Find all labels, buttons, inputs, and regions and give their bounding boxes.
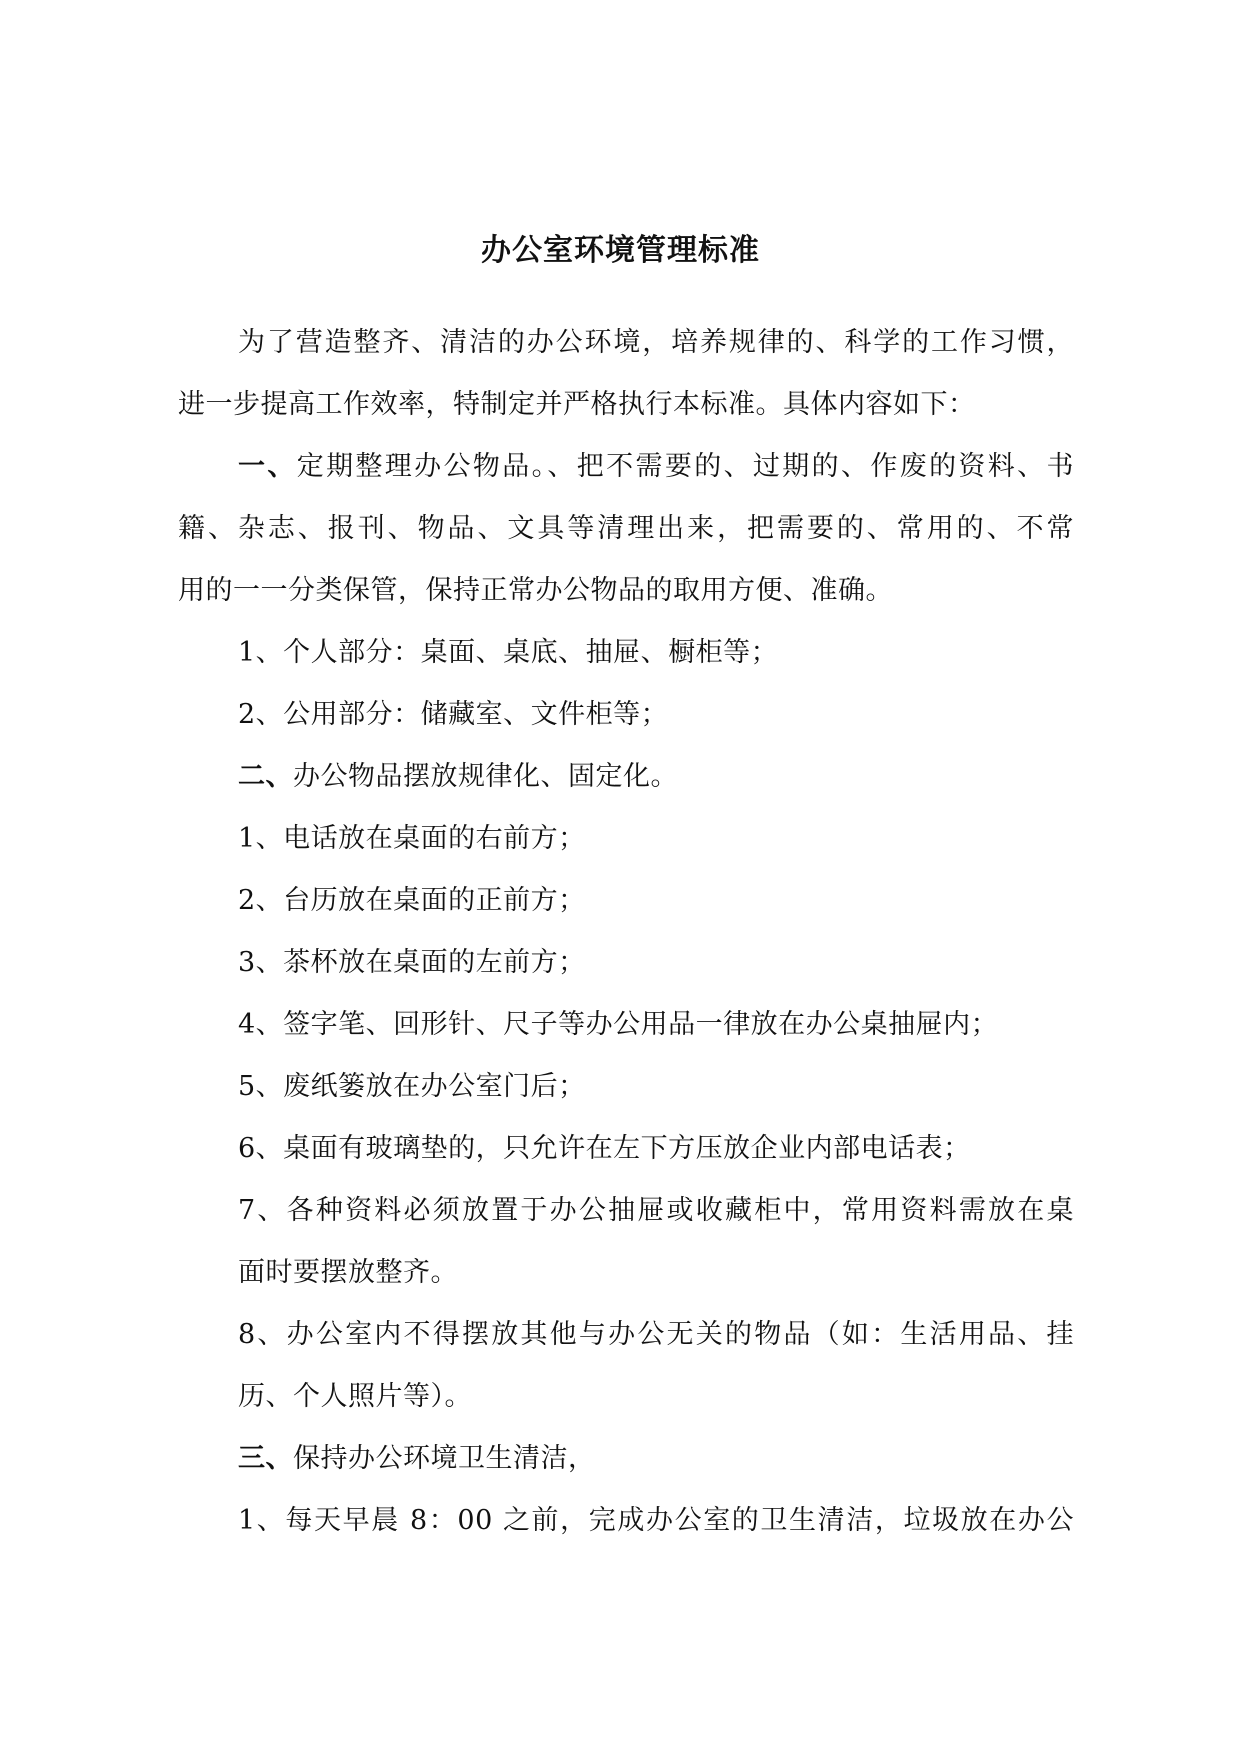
section-2-item-5: 5、废纸篓放在办公室门后； [238, 1071, 586, 1102]
section-2-item-1: 1、电话放在桌面的右前方； [238, 823, 586, 854]
section-2-text: 办公物品摆放规律化、固定化。 [293, 761, 678, 792]
intro-line-2: 进一步提高工作效率，特制定并严格执行本标准。具体内容如下： [178, 389, 976, 420]
section-2-item-7-line-1: 7、各种资料必须放置于办公抽屉或收藏柜中，常用资料需放在桌 [238, 1195, 1074, 1226]
section-2-item-8-line-1: 8、办公室内不得摆放其他与办公无关的物品（如：生活用品、挂 [238, 1319, 1074, 1350]
section-1-line-3: 用的一一分类保管，保持正常办公物品的取用方便、准确。 [178, 575, 893, 606]
section-1-item-1: 1、个人部分：桌面、桌底、抽屉、橱柜等； [238, 637, 779, 668]
section-1-item-2: 2、公用部分：储藏室、文件柜等； [238, 699, 669, 730]
section-2-item-6: 6、桌面有玻璃垫的，只允许在左下方压放企业内部电话表； [238, 1133, 971, 1164]
section-3-heading [238, 1436, 596, 1482]
section-3-marker: 三、 [238, 1443, 293, 1474]
section-2-item-4: 4、签字笔、回形针、尺子等办公用品一律放在办公桌抽屉内； [238, 1009, 999, 1040]
section-1-line-1 [238, 444, 1074, 490]
section-3-item-1: 1、每天早晨 8：00 之前，完成办公室的卫生清洁，垃圾放在办公 [238, 1505, 1074, 1536]
section-2-heading [238, 754, 678, 800]
section-2-item-2: 2、台历放在桌面的正前方； [238, 885, 586, 916]
section-1-marker: 一、 [238, 451, 297, 482]
section-2-item-8-line-2: 历、个人照片等）。 [238, 1381, 472, 1412]
section-2-marker: 二、 [238, 761, 293, 792]
section-1-text: 定期整理办公物品。、把不需要的、过期的、作废的资料、书 [296, 451, 1075, 482]
section-1-line-2: 籍、杂志、报刊、物品、文具等清理出来，把需要的、常用的、不常 [178, 513, 1074, 544]
intro-line-1: 为了营造整齐、清洁的办公环境，培养规律的、科学的工作习惯， [238, 327, 1074, 358]
document-title: 办公室环境管理标准 [481, 233, 760, 268]
section-2-item-3: 3、茶杯放在桌面的左前方； [238, 947, 586, 978]
section-3-text: 保持办公环境卫生清洁， [293, 1443, 596, 1474]
section-2-item-7-line-2: 面时要摆放整齐。 [238, 1257, 458, 1288]
